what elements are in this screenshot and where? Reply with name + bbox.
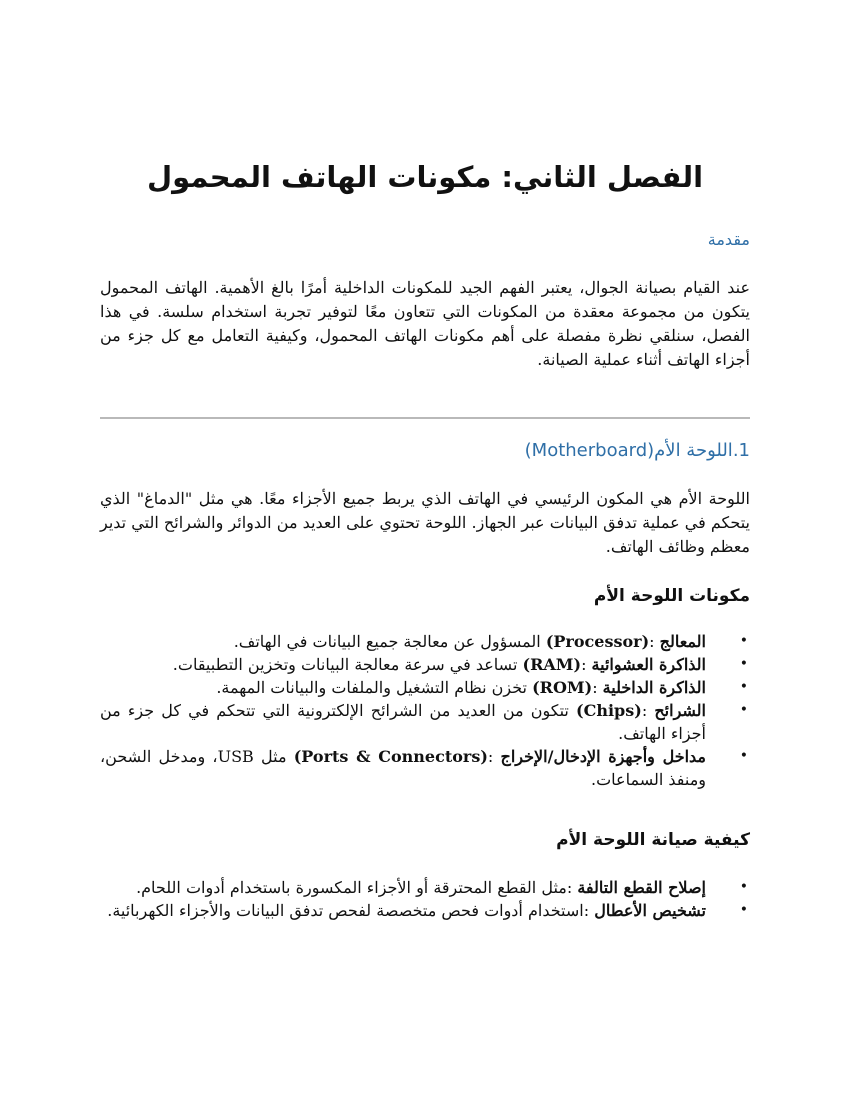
bullet-icon: • [739,902,748,918]
list-item: • الذاكرة الداخلية :(ROM) تخزن نظام التشغيل والملفات والبيانات المهمة. [216,678,748,697]
item-term: الذاكرة العشوائية [591,655,706,674]
item-term-en: (RAM) [522,655,582,674]
item-desc: تتكون من العديد من الشرائح الإلكترونية التي تتحكم في كل جزء من أجزاء الهاتف. [100,701,706,743]
item-term-en: (Ports & Connectors) [293,747,488,766]
item-term: تشخيص الأعطال [594,901,706,920]
section-heading-en: (Motherboard) [524,440,655,461]
section-heading-ar: اللوحة الأم [654,440,733,461]
list-item: • إصلاح القطع التالفة :مثل القطع المحترقة أو الأجزاء المكسورة باستخدام أدوات اللحام. [136,878,748,897]
item-desc: استخدام أدوات فحص متخصصة لفحص تدفق البيانات والأجزاء الكهربائية. [107,901,584,920]
document-page [100,0,750,1100]
item-term: الشرائح [654,701,706,720]
item-desc: المسؤول عن معالجة جميع البيانات في الهاتف. [233,632,541,651]
bullet-icon: • [739,633,748,649]
item-term: الذاكرة الداخلية [602,678,706,697]
bullet-icon: • [739,656,748,672]
section-heading-motherboard [525,440,750,461]
components-heading: مكونات اللوحة الأم [593,586,750,606]
item-desc: تخزن نظام التشغيل والملفات والبيانات المهمة. [216,678,527,697]
bullet-icon: • [739,679,748,695]
motherboard-paragraph: اللوحة الأم هي المكون الرئيسي في الهاتف الذي يربط جميع الأجزاء معًا. هي مثل "الدماغ" الذي يتحكم في عملية تدفق البيانات عبر الجهاز. اللوحة تحتوي على العديد من الدوائر والشرائح التي تدير معظم وظائف الهاتف. [100,489,750,556]
section-divider [100,417,750,419]
list-item: • مداخل وأجهزة الإدخال/الإخراج :(Ports & Connectors) مثل USB، ومدخل الشحن، ومنفذ السماعات. [100,747,748,789]
item-term: مداخل وأجهزة الإدخال/الإخراج [500,747,706,766]
item-term: إصلاح القطع التالفة [577,878,706,897]
list-item: • تشخيص الأعطال :استخدام أدوات فحص متخصصة لفحص تدفق البيانات والأجزاء الكهربائية. [107,901,748,920]
item-term-en: (Chips) [576,701,642,720]
item-term: المعالج [659,632,706,651]
maintenance-heading: كيفية صيانة اللوحة الأم [556,830,750,850]
components-list [100,630,750,791]
item-term-en: (ROM) [532,678,593,697]
intro-paragraph: عند القيام بصيانة الجوال، يعتبر الفهم الجيد للمكونات الداخلية أمرًا بالغ الأهمية. الهاتف المحمول يتكون من مجموعة معقدة من المكونات التي تتعاون معًا لتوفير تجربة استخدام سلسة. في هذا الفصل، سنلقي نظرة مفصلة على أهم مكونات الهاتف المحمول، وكيفية التعامل مع كل جزء من أجزاء الهاتف أثناء عملية الصيانة. [100,278,750,369]
chapter-title: الفصل الثاني: مكونات الهاتف المحمول [146,160,704,194]
section-number: 1. [732,440,750,461]
bullet-icon: • [739,702,748,718]
list-item: • المعالج :(Processor) المسؤول عن معالجة جميع البيانات في الهاتف. [233,632,748,651]
item-desc: مثل USB، ومدخل الشحن، ومنفذ السماعات. [100,747,706,789]
intro-label: مقدمة [707,230,750,249]
item-desc: مثل القطع المحترقة أو الأجزاء المكسورة باستخدام أدوات اللحام. [136,878,567,897]
item-term-en: (Processor) [545,632,650,651]
bullet-icon: • [739,748,748,764]
maintenance-list [100,876,750,922]
list-item: • الذاكرة العشوائية :(RAM) تساعد في سرعة معالجة البيانات وتخزين التطبيقات. [172,655,748,674]
item-desc: تساعد في سرعة معالجة البيانات وتخزين التطبيقات. [172,655,518,674]
bullet-icon: • [739,879,748,895]
list-item: • الشرائح :(Chips) تتكون من العديد من الشرائح الإلكترونية التي تتحكم في كل جزء من أجزاء الهاتف. [100,701,748,743]
